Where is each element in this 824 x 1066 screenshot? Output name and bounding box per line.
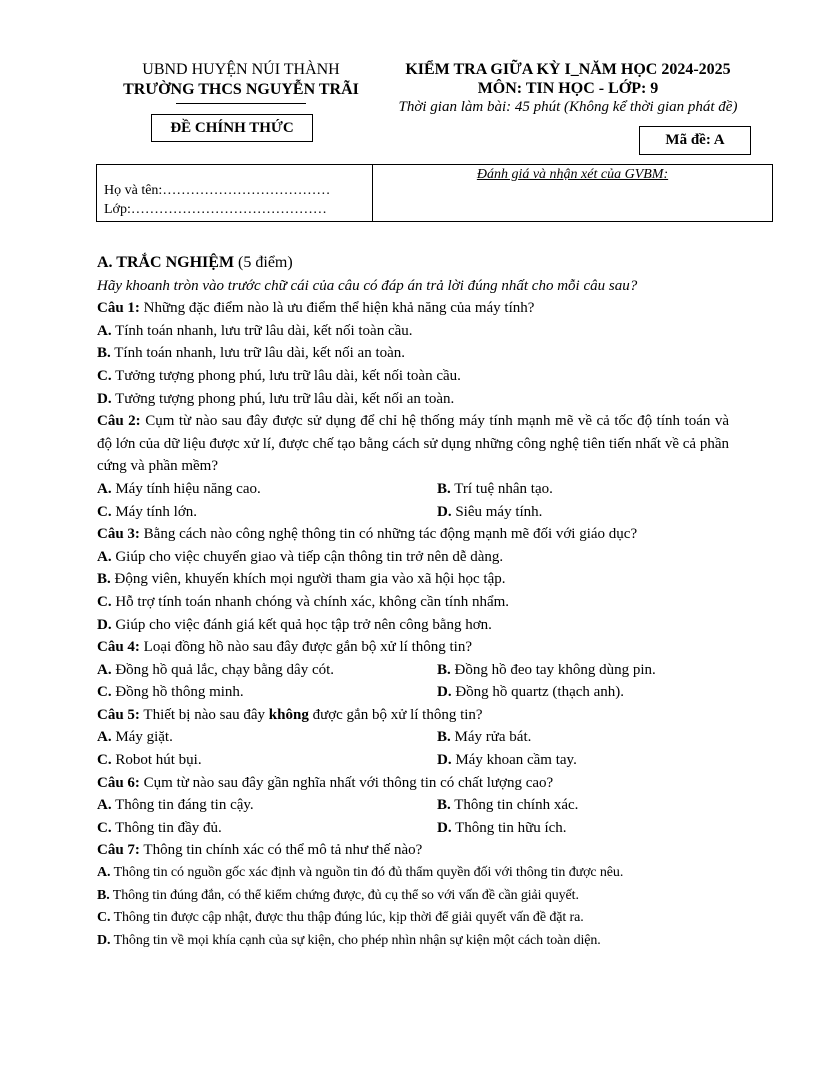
option-6c[interactable]	[97, 817, 437, 840]
option-text: Trí tuệ nhân tạo.	[450, 480, 553, 497]
option-6d[interactable]	[437, 817, 567, 840]
question-7	[97, 839, 737, 862]
school-header	[96, 60, 386, 104]
option-text: Thông tin được cập nhật, được thu thập đúng lúc, kịp thời để giải quyết vấn đề đặt ra.	[110, 910, 584, 926]
option-7b[interactable]	[97, 885, 737, 908]
option-text: Máy rửa bát.	[450, 729, 532, 746]
exam-subject: MÔN: TIN HỌC - LỚP: 9	[477, 80, 659, 97]
option-5a[interactable]	[97, 726, 437, 749]
option-key: A.	[97, 729, 112, 746]
option-text: Tưởng tượng phong phú, lưu trữ lâu dài, kết nối an toàn.	[111, 390, 455, 407]
option-text: Máy giặt.	[111, 729, 173, 746]
option-text: Siêu máy tính.	[451, 503, 543, 520]
exam-header	[378, 60, 758, 117]
option-key: C.	[97, 684, 112, 701]
question-label: Câu 5:	[97, 706, 140, 723]
option-6a[interactable]	[97, 794, 437, 817]
question-text: Những đặc điểm nào là ưu điểm thể hiện khả năng của máy tính?	[139, 300, 535, 317]
official-exam-label: ĐỀ CHÍNH THỨC	[151, 114, 313, 142]
options-row	[97, 681, 737, 704]
option-text: Tính toán nhanh, lưu trữ lâu dài, kết nối an toàn.	[110, 345, 406, 362]
option-text: Thông tin về mọi khía cạnh của sự kiện, cho phép nhìn nhận sự kiện một cách toàn diện.	[110, 932, 601, 948]
question-6	[97, 772, 737, 795]
option-3a[interactable]	[97, 546, 737, 569]
option-text: Động viên, khuyến khích mọi người tham gia vào xã hội học tập.	[110, 571, 506, 588]
option-key: D.	[437, 819, 452, 836]
option-4b[interactable]	[437, 659, 656, 682]
section-title-text: A. TRẮC NGHIỆM	[97, 254, 235, 271]
question-3	[97, 523, 737, 546]
option-7d[interactable]	[97, 930, 737, 953]
option-2c[interactable]	[97, 501, 437, 524]
option-key: A.	[97, 480, 112, 497]
school-name: TRƯỜNG THCS NGUYỄN TRÃI	[123, 81, 359, 98]
question-5	[97, 704, 737, 727]
option-text: Máy tính lớn.	[111, 503, 198, 520]
option-5b[interactable]	[437, 726, 531, 749]
header-underline	[176, 103, 306, 104]
option-3d[interactable]	[97, 614, 737, 637]
option-5c[interactable]	[97, 749, 437, 772]
option-text: Tính toán nhanh, lưu trữ lâu dài, kết nối toàn cầu.	[111, 322, 413, 339]
option-6b[interactable]	[437, 794, 578, 817]
question-label: Câu 6:	[97, 774, 140, 791]
section-title	[97, 252, 737, 275]
exam-title: KIỂM TRA GIỮA KỲ I_NĂM HỌC 2024-2025	[405, 61, 731, 78]
option-key: B.	[437, 729, 451, 746]
question-label: Câu 1:	[97, 300, 140, 317]
question-2	[97, 410, 729, 478]
option-7c[interactable]	[97, 907, 737, 930]
option-key: C.	[97, 503, 112, 520]
option-key: B.	[437, 797, 451, 814]
option-2a[interactable]	[97, 478, 437, 501]
option-key: A.	[97, 661, 112, 678]
options-row	[97, 659, 737, 682]
option-2d[interactable]	[437, 501, 542, 524]
option-key: A.	[97, 865, 111, 881]
question-text: Loại đồng hồ nào sau đây được gắn bộ xử lí thông tin?	[139, 639, 472, 656]
option-text: Giúp cho việc đánh giá kết quả học tập trở nên công bằng hơn.	[111, 616, 492, 633]
options-row	[97, 726, 737, 749]
options-row	[97, 817, 737, 840]
section-points: (5 điểm)	[234, 254, 293, 271]
question-label: Câu 4:	[97, 639, 140, 656]
option-key: D.	[97, 616, 112, 633]
option-key: C.	[97, 752, 112, 769]
question-1	[97, 297, 737, 320]
question-text: Bằng cách nào công nghệ thông tin có những tác động mạnh mẽ đối với giáo dục?	[139, 526, 638, 543]
option-key: B.	[97, 345, 111, 362]
student-info	[97, 165, 373, 221]
options-row	[97, 749, 737, 772]
option-text: Đồng hồ quả lắc, chạy bằng dây cót.	[111, 661, 335, 678]
exam-content	[97, 252, 737, 952]
option-text: Thông tin chính xác.	[450, 797, 579, 814]
option-key: D.	[437, 503, 452, 520]
student-name-field[interactable]: Họ và tên:………………………………	[104, 183, 331, 198]
option-text: Đồng hồ quartz (thạch anh).	[451, 684, 625, 701]
option-key: A.	[97, 548, 112, 565]
option-key: C.	[97, 367, 112, 384]
question-label: Câu 7:	[97, 842, 140, 859]
option-1d[interactable]	[97, 388, 737, 411]
option-key: D.	[437, 752, 452, 769]
question-text: được gắn bộ xử lí thông tin?	[308, 706, 483, 723]
option-text: Thông tin đúng đắn, có thể kiểm chứng được, đủ cụ thể so với vấn đề cần giải quyết.	[109, 887, 579, 903]
question-4	[97, 636, 737, 659]
option-7a[interactable]	[97, 862, 737, 885]
student-info-table	[96, 164, 773, 222]
option-text: Đồng hồ thông minh.	[111, 684, 244, 701]
option-key: B.	[97, 571, 111, 588]
department-name: UBND HUYỆN NÚI THÀNH	[142, 61, 340, 78]
question-label: Câu 2:	[97, 413, 141, 430]
teacher-evaluation: Đánh giá và nhận xét của GVBM:	[476, 167, 669, 182]
option-4d[interactable]	[437, 681, 624, 704]
option-3c[interactable]	[97, 591, 737, 614]
exam-time: Thời gian làm bài: 45 phút (Không kể thời gian phát đề)	[398, 99, 738, 115]
options-row	[97, 478, 737, 501]
option-text: Robot hút bụi.	[111, 752, 202, 769]
option-2b[interactable]	[437, 478, 553, 501]
option-1a[interactable]	[97, 320, 737, 343]
options-row	[97, 794, 737, 817]
option-key: D.	[97, 932, 111, 948]
option-key: C.	[97, 819, 112, 836]
option-text: Đồng hồ đeo tay không dùng pin.	[450, 661, 656, 678]
option-text: Thông tin có nguồn gốc xác định và nguồn tin đó đủ thẩm quyền đối với thông tin được nêu.	[110, 865, 624, 881]
option-key: D.	[97, 390, 112, 407]
option-text: Giúp cho việc chuyển giao và tiếp cận thông tin trở nên dễ dàng.	[111, 548, 504, 565]
option-text: Hỗ trợ tính toán nhanh chóng và chính xác, không cần tính nhẩm.	[111, 593, 510, 610]
student-class-field[interactable]: Lớp:……………………………………	[104, 202, 327, 217]
option-key: D.	[437, 684, 452, 701]
option-3b[interactable]	[97, 568, 737, 591]
question-text: Cụm từ nào sau đây gần nghĩa nhất với thông tin có chất lượng cao?	[139, 774, 554, 791]
question-text: Thông tin chính xác có thể mô tả như thế nào?	[139, 842, 423, 859]
option-key: A.	[97, 322, 112, 339]
option-key: B.	[97, 887, 110, 903]
option-text: Thông tin hữu ích.	[451, 819, 567, 836]
option-text: Máy khoan cầm tay.	[451, 752, 577, 769]
option-1c[interactable]	[97, 365, 737, 388]
question-text: Thiết bị nào sau đây	[139, 706, 269, 723]
option-text: Thông tin đáng tin cậy.	[111, 797, 254, 814]
options-row	[97, 501, 737, 524]
option-key: B.	[437, 661, 451, 678]
option-key: C.	[97, 910, 111, 926]
option-4a[interactable]	[97, 659, 437, 682]
section-instruction: Hãy khoanh tròn vào trước chữ cái của câu có đáp án trả lời đúng nhất cho mỗi câu sau?	[97, 277, 638, 294]
question-label: Câu 3:	[97, 526, 140, 543]
option-key: B.	[437, 480, 451, 497]
option-text: Tưởng tượng phong phú, lưu trữ lâu dài, kết nối toàn cầu.	[111, 367, 461, 384]
question-text: Cụm từ nào sau đây được sử dụng để chỉ hệ thống máy tính mạnh mẽ về cả tốc độ tính toán và độ lớn của dữ liệu được xử lí, được chế tạo bằng cách sử dụng những công nghệ tiên tiến nhất về cả phần cứng và phần mềm?	[97, 413, 730, 475]
option-text: Máy tính hiệu năng cao.	[111, 480, 261, 497]
option-key: C.	[97, 593, 112, 610]
option-1b[interactable]	[97, 342, 737, 365]
exam-code: Mã đề: A	[639, 126, 751, 155]
option-key: A.	[97, 797, 112, 814]
option-text: Thông tin đầy đủ.	[111, 819, 222, 836]
option-5d[interactable]	[437, 749, 577, 772]
question-emphasis: không	[268, 706, 309, 723]
option-4c[interactable]	[97, 681, 437, 704]
